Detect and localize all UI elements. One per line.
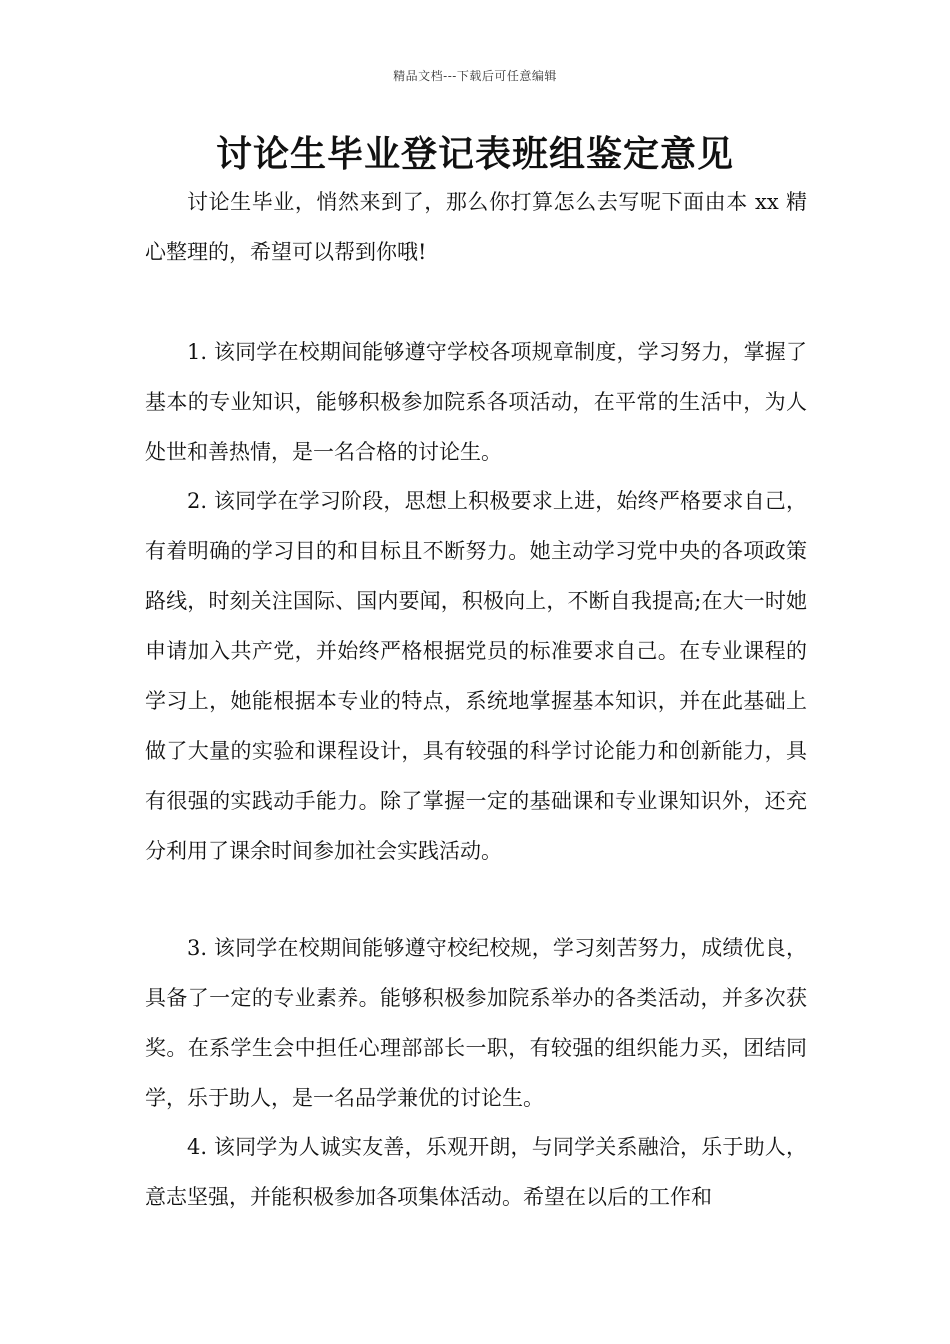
document-title: 讨论生毕业登记表班组鉴定意见 [215,133,734,175]
intro-paragraph: 讨论生毕业，悄然来到了，那么你打算怎么去写呢下面由本 xx 精心整理的，希望可以帮到你哦! [145,190,807,264]
item-paragraph-1: 1. 该同学在校期间能够遵守学校各项规章制度，学习努力，掌握了基本的专业知识，能够积极参加院系各项活动，在平常的生活中，为人处世和善热情，是一名合格的讨论生。 [145,340,807,464]
item-paragraph-2: 2. 该同学在学习阶段，思想上积极要求上进，始终严格要求自己，有着明确的学习目的和目标且不断努力。她主动学习党中央的各项政策路线，时刻关注国际、国内要闻，积极向上，不断自我提高;在大一时她申请加入共产党，并始终严格根据党员的标准要求自己。在专业课程的学习上，她能根据本专业的特点，系统地掌握基本知识，并在此基础上做了大量的实验和课程设计，具有较强的科学讨论能力和创新能力，具有很强的实践动手能力。除了掌握一定的基础课和专业课知识外，还充分利用了课余时间参加社会实践活动。 [145,489,807,863]
item-paragraph-3: 3. 该同学在校期间能够遵守校纪校规，学习刻苦努力，成绩优良，具备了一定的专业素养。能够积极参加院系举办的各类活动，并多次获奖。在系学生会中担任心理部部长一职，有较强的组织能力买，团结同学，乐于助人，是一名品学兼优的讨论生。 [145,936,807,1110]
item-paragraph-4: 4. 该同学为人诚实友善，乐观开朗，与同学关系融洽，乐于助人，意志坚强，并能积极参加各项集体活动。希望在以后的工作和 [145,1135,807,1209]
header-note: 精品文档---下载后可任意编辑 [393,69,557,83]
